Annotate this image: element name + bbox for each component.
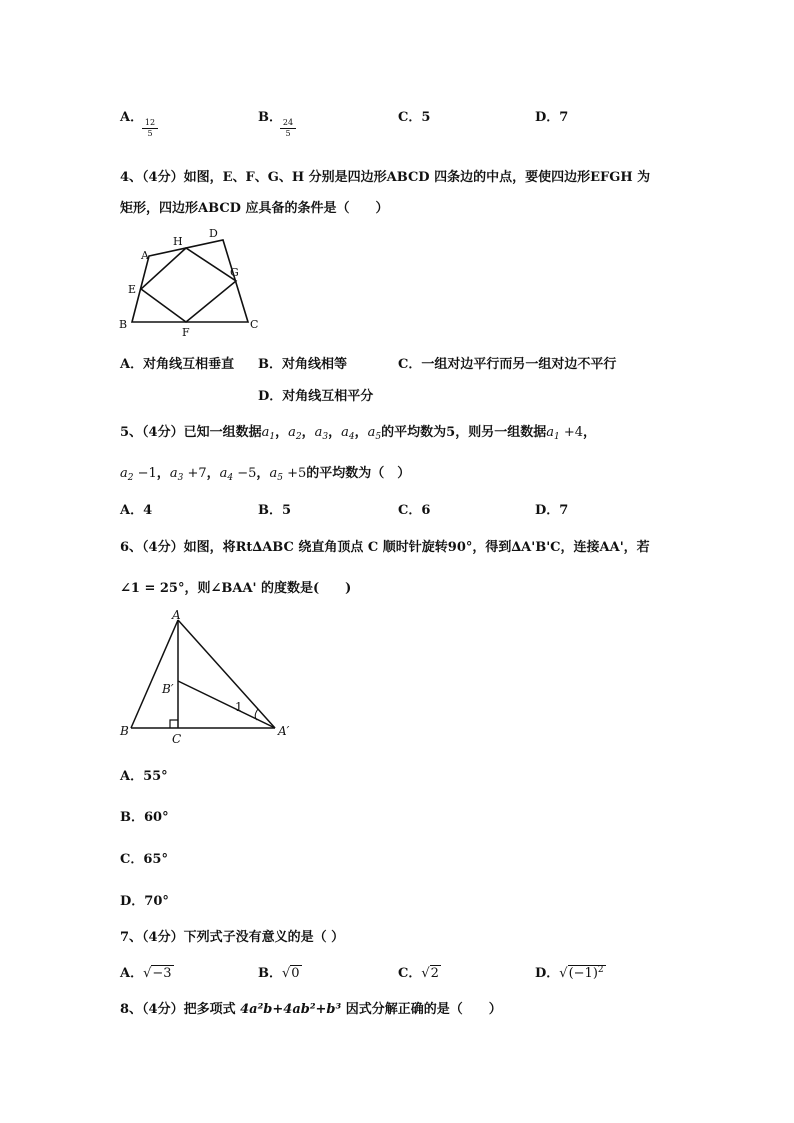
q5-option-a: A．4 <box>120 503 153 518</box>
q7-option-d: D．$√(-1)^2$ <box>535 965 604 981</box>
label-b: B <box>120 724 129 738</box>
label-c: C <box>172 732 182 746</box>
q6-stem-line1: 6、（4分）如图，将Rt∆ABC 绕直角顶点 C 顺时针旋转90°，得到∆A'B'C，连接AA'，若 <box>120 540 650 555</box>
q7-option-d-radicand: $(-1)^2$ <box>568 965 604 981</box>
label-h: H <box>173 235 183 248</box>
q3-option-a-numerator: 12 <box>142 118 158 129</box>
q3-option-b-numerator: 24 <box>280 118 296 129</box>
q6-option-a: A．55° <box>120 769 168 784</box>
q6-triangle-figure <box>110 608 300 748</box>
q4-quadrilateral-figure <box>110 222 270 342</box>
q8-polynomial: 4a²b+4ab²+b³ <box>240 1002 342 1017</box>
q6-option-d: D．70° <box>120 894 169 909</box>
q6-option-c: C．65° <box>120 852 168 867</box>
q6-stem-line2: ∠1 = 25°，则∠BAA' 的度数是( ) <box>120 581 352 596</box>
q7-stem: 7、（4分）下列式子没有意义的是（ ） <box>120 930 345 945</box>
q5-stem-suffix: 的平均数为（ ） <box>306 466 411 481</box>
q7-option-a-radicand: −3 <box>152 966 172 981</box>
q7-option-b-radicand: 0 <box>291 966 300 981</box>
q5-stem-prefix: 5、（4分）已知一组数据 <box>120 425 262 440</box>
quadrilateral-efgh <box>141 248 236 322</box>
q4-option-b: B．对角线相等 <box>258 357 347 372</box>
q5-stem-mid: 的平均数为5，则另一组数据 <box>381 425 547 440</box>
q4-option-d: D．对角线互相平分 <box>258 389 374 404</box>
q7-option-a: A．√−3 <box>120 966 172 981</box>
q3-option-b-label: B． <box>258 110 282 125</box>
q3-option-c: C．5 <box>398 110 431 125</box>
q3-option-a-fraction <box>142 118 158 139</box>
label-d: D <box>209 227 218 240</box>
label-e: E <box>128 283 137 296</box>
q3-option-d: D．7 <box>535 110 569 125</box>
q5-option-c: C．6 <box>398 503 431 518</box>
label-a: A <box>141 249 149 262</box>
q8-stem: 8、（4分）把多项式 4a²b+4ab²+b³ 因式分解正确的是（ ） <box>120 1002 502 1017</box>
label-angle-1: 1 <box>235 700 243 714</box>
q3-option-b-denominator: 5 <box>285 129 291 138</box>
q4-stem-line1: 4、（4分）如图，E、F、G、H 分别是四边形ABCD 四条边的中点，要使四边形EFGH 为 <box>120 170 651 185</box>
q7-option-c-radicand: 2 <box>430 966 439 981</box>
q4-option-a: A．对角线互相垂直 <box>120 357 235 372</box>
label-c: C <box>250 318 259 331</box>
label-b-prime: B′ <box>162 682 174 696</box>
label-a-prime: A′ <box>278 724 290 738</box>
q6-option-b: B．60° <box>120 810 169 825</box>
q3-option-a-label: A． <box>120 110 144 125</box>
label-f: F <box>182 326 190 339</box>
q7-option-b: B．√0 <box>258 966 300 981</box>
segment-b-prime-a-prime <box>178 681 275 728</box>
q4-option-c: C．一组对边平行而另一组对边不平行 <box>398 357 617 372</box>
q7-option-c: C．√2 <box>398 966 439 981</box>
right-angle-mark <box>170 720 178 728</box>
q3-option-a-denominator: 5 <box>147 129 153 138</box>
q5-option-d: D．7 <box>535 503 569 518</box>
label-a: A <box>172 608 181 622</box>
label-b: B <box>119 318 128 331</box>
segment-ab <box>131 620 178 728</box>
label-g: G <box>230 266 239 279</box>
q5-stem-line2: $a_2 -1$，$a_3 +7$，$a_4 -5$，$a_5 +5$的平均数为（ ） <box>120 466 411 483</box>
q3-option-b-fraction <box>280 118 296 139</box>
q5-stem-line1: 5、（4分）已知一组数据$a_1$，$a_2$，$a_3$，$a_4$，$a_5$的平均数为5，则另一组数据$a_1 +4$， <box>120 425 597 442</box>
segment-aa-prime <box>178 620 275 728</box>
q4-stem-line2: 矩形，四边形ABCD 应具备的条件是（ ） <box>120 201 389 216</box>
q5-option-b: B．5 <box>258 503 292 518</box>
